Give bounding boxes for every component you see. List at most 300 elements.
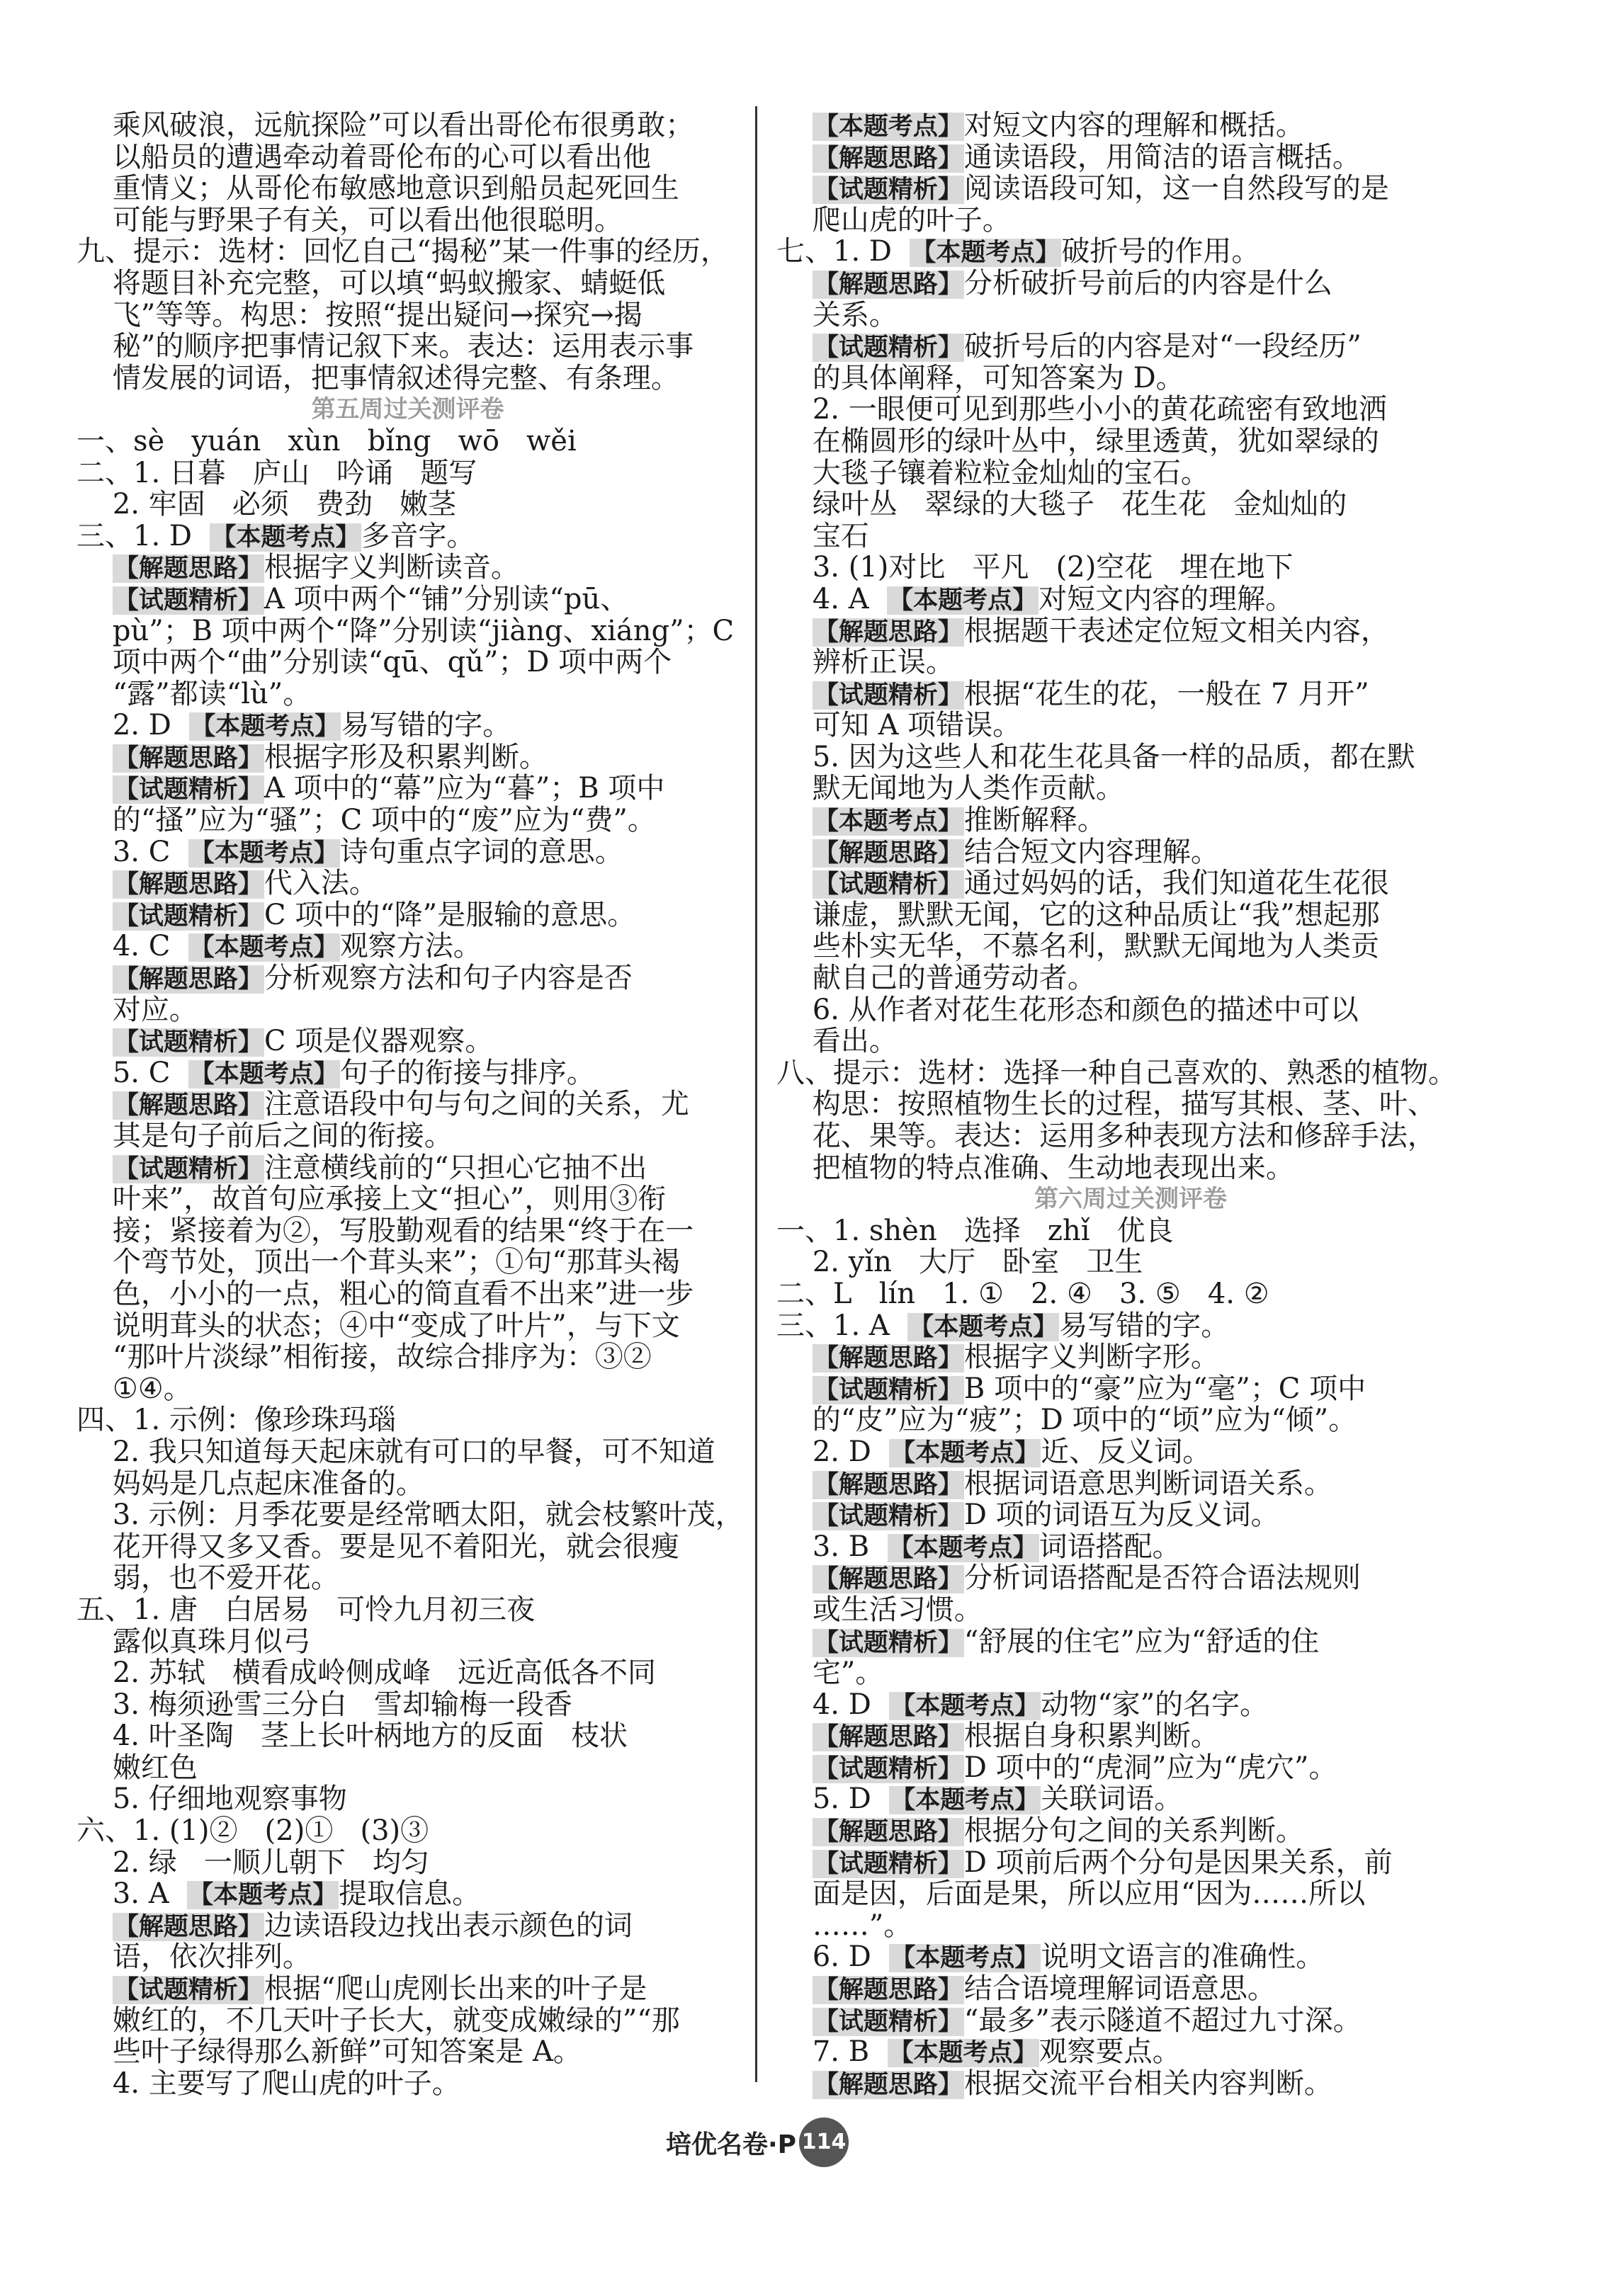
footer-brand: 培优名卷·P [666, 2130, 797, 2159]
label-tag: 【试题精析】 [813, 176, 963, 205]
answer-line [77, 1562, 739, 1594]
line-text: 2. D [77, 709, 190, 742]
answer-line [77, 1246, 739, 1278]
label-tag: 【试题精析】 [113, 1028, 263, 1057]
label-tag: 【本题考点】 [890, 1944, 1040, 1973]
line-text-after: 根据交流平台相关内容判断。 [963, 2067, 1332, 2100]
answer-line [77, 741, 739, 773]
answer-line [776, 994, 1485, 1026]
answer-line [77, 2068, 739, 2100]
label-tag: 【本题考点】 [911, 239, 1060, 268]
line-text: 大毯子镶着粒粒金灿灿的宝石。 [776, 456, 1209, 489]
answer-line [776, 2036, 1485, 2068]
line-text: 重情义；从哥伦布敏感地意识到船员起死回生 [77, 172, 679, 205]
label-tag: 【解题思路】 [813, 2070, 963, 2099]
label-tag: 【解题思路】 [113, 870, 263, 899]
line-text: 八、提示：选材：选择一种自己喜欢的、熟悉的植物。 [776, 1056, 1456, 1089]
line-text: “露”都读“lù”。 [77, 677, 312, 710]
line-text [77, 1972, 113, 2005]
answer-line [77, 1531, 739, 1563]
line-text: 3. (1)对比 平凡 (2)空花 埋在地下 [776, 551, 1294, 584]
line-text [776, 1814, 813, 1847]
answer-line [77, 1436, 739, 1468]
line-text-after: 代入法。 [264, 867, 378, 900]
line-text-after: “最多”表示隧道不超过九寸深。 [963, 2004, 1362, 2037]
answer-line [77, 584, 739, 615]
label-tag: 【试题精析】 [113, 1154, 263, 1183]
answer-line [77, 1752, 739, 1784]
line-text: 4. 主要写了爬山虎的叶子。 [77, 2067, 460, 2100]
answer-line [776, 805, 1485, 836]
answer-line [77, 1057, 739, 1089]
answer-line [776, 1341, 1485, 1373]
answer-line [77, 1657, 739, 1689]
line-text: 第五周过关测评卷 [311, 395, 504, 424]
answer-line [776, 1783, 1485, 1815]
line-text: 七、1. D [776, 235, 910, 268]
line-text [77, 583, 113, 615]
page-footer [666, 2118, 849, 2167]
line-text [776, 330, 813, 363]
label-tag: 【本题考点】 [890, 1438, 1040, 1467]
label-tag: 【试题精析】 [813, 1628, 963, 1657]
line-text: 3. A [77, 1877, 188, 1911]
line-text-after: 推断解释。 [963, 804, 1106, 837]
line-text-after: A 项中两个“铺”分别读“pū、 [264, 582, 629, 615]
line-text [776, 172, 813, 205]
line-text: “那叶片淡绿”相衔接，故综合排序为：③② [77, 1341, 652, 1374]
answer-line [776, 1689, 1485, 1721]
label-tag: 【解题思路】 [813, 1344, 963, 1373]
answer-line [776, 836, 1485, 868]
line-text [776, 1625, 813, 1658]
line-text: 一、1. shèn 选择 zhǐ 优良 [776, 1214, 1174, 1247]
answer-line [776, 1310, 1485, 1342]
answer-line [77, 458, 739, 489]
answer-line [77, 1689, 739, 1721]
answer-line [77, 1310, 739, 1342]
line-text: 语，依次排列。 [77, 1940, 311, 1974]
answer-line [776, 1215, 1485, 1247]
line-text-after: 动物“家”的名字。 [1041, 1688, 1269, 1721]
line-text-after: 观察方法。 [339, 930, 482, 963]
answer-line [77, 962, 739, 994]
line-text: 嫩红的，不几天叶子长大，就变成嫩绿的”“那 [77, 2004, 680, 2037]
label-tag: 【试题精析】 [813, 2007, 963, 2036]
label-tag: 【解题思路】 [113, 1912, 263, 1941]
label-tag: 【本题考点】 [189, 1059, 339, 1089]
line-text: ……”。 [776, 1909, 912, 1942]
answer-line [776, 1404, 1485, 1436]
line-text: 2. 一眼便可见到那些小小的黄花疏密有致地洒 [776, 393, 1387, 426]
answer-line [776, 1562, 1485, 1594]
answer-line [776, 1057, 1485, 1089]
label-tag: 【解题思路】 [113, 744, 263, 773]
line-text-after: 分析破折号前后的内容是什么 [963, 266, 1332, 300]
label-tag: 【解题思路】 [113, 1091, 263, 1120]
line-text-after: 对短文内容的理解和概括。 [963, 109, 1304, 142]
answer-line [776, 615, 1485, 647]
line-text: 花、果等。表达：运用多种表现方法和修辞手法， [776, 1120, 1436, 1152]
line-text: 以船员的遭遇牵动着哥伦布的心可以看出他 [77, 140, 651, 174]
label-tag: 【本题考点】 [890, 1786, 1040, 1815]
line-text [77, 1025, 113, 1057]
line-text: 对应。 [77, 993, 198, 1026]
line-text: 二、L lín 1. ① 2. ④ 3. ⑤ 4. ② [776, 1277, 1269, 1310]
line-text-after: 观察要点。 [1038, 2035, 1181, 2069]
line-text: 可知 A 项错误。 [776, 709, 1021, 742]
answer-line [77, 678, 739, 710]
answer-line [776, 1373, 1485, 1405]
line-text: 6. D [776, 1940, 890, 1974]
section-title [776, 1183, 1485, 1215]
answer-line [77, 1341, 739, 1373]
label-tag: 【试题精析】 [113, 1976, 263, 2005]
line-text-after: 诗句重点字词的意思。 [339, 835, 623, 868]
line-text: 3. 示例：月季花要是经常晒太阳，就会枝繁叶茂， [77, 1499, 744, 1532]
answer-line [77, 521, 739, 552]
answer-line [77, 110, 739, 142]
line-text: 谦虚，默默无闻，它的这种品质让“我”想起那 [776, 898, 1380, 931]
line-text-after: 根据字义判断字形。 [963, 1341, 1219, 1374]
line-text: 4. 叶圣陶 茎上长叶柄地方的反面 枝状 [77, 1720, 628, 1753]
answer-line [77, 489, 739, 521]
label-tag: 【本题考点】 [188, 1881, 338, 1910]
answer-line [77, 1089, 739, 1120]
answer-line [776, 868, 1485, 899]
line-text: 情发展的词语，把事情叙述得完整、有条理。 [77, 361, 679, 394]
answer-line [776, 1120, 1485, 1152]
line-text: 将题目补充完整，可以填“蚂蚁搬家、蜻蜓低 [77, 266, 666, 300]
answer-line [776, 962, 1485, 994]
answer-line [77, 1910, 739, 1942]
line-text-after: B 项中的“豪”应为“毫”；C 项中 [963, 1372, 1366, 1405]
line-text [776, 1499, 813, 1531]
line-text-after: D 项中的“虎洞”应为“虎穴”。 [963, 1751, 1337, 1784]
line-text: 花开得又多又香。要是见不着阳光，就会很瘦 [77, 1530, 679, 1563]
line-text: 一、sè yuán xùn bǐng wō wěi [77, 424, 577, 458]
line-text-after: 注意横线前的“只担心它抽不出 [264, 1151, 647, 1184]
line-text [776, 267, 813, 300]
answer-line [776, 710, 1485, 741]
answer-line [776, 1531, 1485, 1563]
label-tag: 【解题思路】 [813, 1976, 963, 2005]
answer-line [77, 1183, 739, 1215]
answer-line [776, 2068, 1485, 2100]
label-tag: 【本题考点】 [813, 113, 963, 141]
answer-line [776, 741, 1485, 773]
line-text: 绿叶丛 翠绿的大毯子 花生花 金灿灿的 [776, 488, 1347, 521]
left-column [77, 109, 744, 2100]
label-tag: 【试题精析】 [813, 1502, 963, 1531]
answer-line [77, 1120, 739, 1152]
answer-line [776, 1847, 1485, 1879]
line-text: 三、1. D [77, 519, 210, 552]
answer-line [77, 647, 739, 678]
line-text: 二、1. 日暮 庐山 吟诵 题写 [77, 456, 477, 489]
answer-line [776, 647, 1485, 678]
line-text: 其是句子前后之间的衔接。 [77, 1120, 453, 1152]
line-text: 在椭圆形的绿叶丛中，绿里透黄，犹如翠绿的 [776, 424, 1379, 458]
answer-line [776, 899, 1485, 931]
answer-line [77, 1973, 739, 2005]
answer-line [776, 394, 1485, 426]
line-text-after: 分析词语搭配是否符合语法规则 [963, 1562, 1361, 1595]
line-text: 或生活习惯。 [776, 1593, 983, 1626]
answer-line [77, 1404, 739, 1436]
answer-line [77, 1373, 739, 1405]
line-text: 露似真珠月似弓 [77, 1625, 311, 1658]
line-text [776, 2067, 813, 2100]
label-tag: 【解题思路】 [813, 1723, 963, 1752]
label-tag: 【本题考点】 [189, 839, 339, 868]
line-text-after: 根据“爬山虎刚长出来的叶子是 [264, 1972, 647, 2006]
line-text [776, 109, 813, 142]
line-text [77, 1909, 113, 1942]
answer-line [77, 205, 739, 237]
line-text: 4. C [77, 930, 188, 963]
page-number: 114 [799, 2118, 849, 2167]
answer-line [776, 1089, 1485, 1120]
line-text: 弱，也不爱开花。 [77, 1562, 339, 1595]
answer-line [776, 1594, 1485, 1626]
line-text [776, 1467, 813, 1500]
answer-line [776, 521, 1485, 552]
line-text: 四、1. 示例：像珍珠玛瑙 [77, 1404, 396, 1437]
line-text [776, 1751, 813, 1784]
line-text: 3. C [77, 835, 188, 868]
line-text: 2. yǐn 大厅 卧室 卫生 [776, 1246, 1143, 1279]
line-text-after: 边读语段边找出表示颜色的词 [264, 1909, 633, 1942]
answer-line [77, 994, 739, 1026]
line-text-after: 易写错的字。 [1059, 1309, 1230, 1342]
answer-line [776, 552, 1485, 584]
line-text: 个弯节处，顶出一个茸头来”；①句“那茸头褐 [77, 1246, 680, 1279]
answer-line [776, 931, 1485, 962]
line-text: 5. 因为这些人和花生花具备一样的品质，都在默 [776, 740, 1415, 773]
line-text [776, 804, 813, 836]
answer-line [776, 110, 1485, 142]
label-tag: 【解题思路】 [813, 1818, 963, 1847]
line-text: 色，小小的一点，粗心的简直看不出来”进一步 [77, 1277, 694, 1310]
answer-line [776, 1973, 1485, 2005]
answer-line [77, 2036, 739, 2068]
line-text [776, 1972, 813, 2005]
line-text-after: 多音字。 [361, 519, 475, 552]
line-text: 7. B [776, 2035, 888, 2069]
label-tag: 【本题考点】 [888, 586, 1038, 615]
line-text-after: D 项前后两个分句是因果关系，前 [963, 1846, 1393, 1879]
line-text: 说明茸头的状态；④中“变成了叶片”，与下文 [77, 1309, 680, 1342]
line-text-after: 关联词语。 [1041, 1783, 1183, 1816]
answer-line [77, 331, 739, 363]
answer-line [776, 2005, 1485, 2037]
answer-line [776, 1278, 1485, 1310]
answer-line [77, 1783, 739, 1815]
line-text: 4. A [776, 582, 888, 615]
line-text [77, 1152, 113, 1184]
line-text-after: 近、反义词。 [1041, 1435, 1211, 1468]
line-text: 三、1. A [776, 1309, 908, 1342]
answer-line [776, 173, 1485, 205]
answer-line [776, 1499, 1485, 1531]
line-text [776, 1341, 813, 1373]
answer-line [776, 458, 1485, 489]
line-text: 妈妈是几点起床准备的。 [77, 1467, 424, 1500]
answer-line [776, 236, 1485, 268]
line-text: 默无闻地为人类作贡献。 [776, 772, 1124, 805]
line-text-after: 说明文语言的准确性。 [1041, 1940, 1325, 1974]
label-tag: 【本题考点】 [211, 523, 361, 552]
line-text: 秘”的顺序把事情记叙下来。表达：运用表示事 [77, 330, 694, 363]
line-text: 宅”。 [776, 1656, 884, 1690]
answer-line [77, 805, 739, 836]
line-text [77, 962, 113, 994]
line-text-after: 结合短文内容理解。 [963, 835, 1219, 868]
line-text: 5. 仔细地观察事物 [77, 1783, 347, 1816]
answer-line [77, 931, 739, 962]
answer-line [776, 1720, 1485, 1752]
answer-line [77, 552, 739, 584]
line-text: 2. 我只知道每天起床就有可口的早餐，可不知道 [77, 1435, 715, 1468]
answer-line [776, 1815, 1485, 1847]
answer-line [776, 1436, 1485, 1468]
line-text-after: 提取信息。 [339, 1877, 481, 1911]
label-tag: 【解题思路】 [113, 555, 263, 584]
answer-line [77, 142, 739, 174]
line-text-after: 通读语段，用简洁的语言概括。 [963, 140, 1361, 174]
line-text [776, 141, 813, 174]
answer-line [77, 236, 739, 268]
line-text-after: 根据自身积累判断。 [963, 1720, 1219, 1753]
line-text-after: 根据字义判断读音。 [264, 551, 519, 584]
line-text-after: 易写错的字。 [341, 709, 511, 742]
line-text-after: D 项的词语互为反义词。 [963, 1499, 1279, 1532]
line-text: 项中两个“曲”分别读“qū、qǔ”；D 项中两个 [77, 646, 672, 679]
line-text: 爬山虎的叶子。 [776, 203, 1011, 237]
line-text: 六、1. (1)② (2)① (3)③ [77, 1814, 429, 1848]
answer-line [776, 1468, 1485, 1500]
answer-line [77, 1025, 739, 1057]
line-text: 飞”等等。构思：按照“提出疑问→探究→揭 [77, 298, 643, 331]
label-tag: 【试题精析】 [113, 902, 263, 931]
line-text: 的“皮”应为“疲”；D 项中的“顷”应为“倾”。 [776, 1404, 1357, 1437]
line-text: 乘风破浪，远航探险”可以看出哥伦布很勇敢； [77, 109, 694, 142]
answer-line [77, 2005, 739, 2037]
line-text [776, 2004, 813, 2037]
answer-line [77, 1278, 739, 1310]
line-text: 2. D [776, 1435, 890, 1468]
answer-line [77, 1626, 739, 1658]
line-text-after: C 项是仪器观察。 [264, 1025, 494, 1058]
line-text: 些朴实无华，不慕名利，默默无闻地为人类贡 [776, 930, 1379, 963]
answer-line [77, 1847, 739, 1879]
line-text [77, 1088, 113, 1120]
label-tag: 【解题思路】 [813, 1565, 963, 1594]
line-text-after: A 项中的“幕”应为“暮”；B 项中 [264, 772, 665, 805]
line-text: 接；紧接着为②，写股勤观看的结果“终于在一 [77, 1214, 694, 1247]
line-text: 叶来”，故首句应承接上文“担心”，则用③衔 [77, 1183, 667, 1216]
answer-line [776, 205, 1485, 237]
line-text [77, 741, 113, 773]
line-text [77, 551, 113, 584]
answer-line [77, 363, 739, 394]
answer-line [77, 1468, 739, 1500]
right-column [776, 110, 1485, 2099]
line-text: 辨析正误。 [776, 646, 954, 679]
line-text [776, 836, 813, 868]
line-text [776, 1846, 813, 1879]
line-text: 宝石 [776, 519, 869, 552]
answer-line [776, 268, 1485, 300]
line-text [77, 899, 113, 931]
answer-line [776, 331, 1485, 363]
line-text-after: 根据分句之间的关系判断。 [963, 1814, 1304, 1848]
answer-line [77, 300, 739, 331]
line-text: 可能与野果子有关，可以看出他很聪明。 [77, 203, 623, 237]
answer-line [776, 489, 1485, 521]
answer-line [77, 268, 739, 300]
line-text: 的“搔”应为“骚”；C 项中的“废”应为“费”。 [77, 804, 656, 837]
answer-line [77, 1941, 739, 1973]
answer-line [77, 173, 739, 205]
label-tag: 【试题精析】 [813, 1754, 963, 1783]
line-text-after: 结合语境理解词语意思。 [963, 1972, 1276, 2006]
line-text-after: 根据词语意思判断词语关系。 [963, 1467, 1332, 1500]
answer-line [77, 899, 739, 931]
label-tag: 【本题考点】 [191, 712, 340, 741]
answer-line [776, 1626, 1485, 1658]
answer-line [776, 678, 1485, 710]
answer-line [77, 1720, 739, 1752]
section-title [77, 394, 739, 426]
answer-line [77, 1594, 739, 1626]
answer-line [77, 773, 739, 805]
line-text: 6. 从作者对花生花形态和颜色的描述中可以 [776, 993, 1359, 1026]
answer-line [77, 1215, 739, 1247]
line-text: 构思：按照植物生长的过程，描写其根、茎、叶、 [776, 1088, 1436, 1121]
answer-line [77, 868, 739, 899]
label-tag: 【试题精析】 [813, 1375, 963, 1404]
line-text: 关系。 [776, 298, 898, 331]
line-text: ①④。 [77, 1372, 192, 1405]
line-text-after: “舒展的住宅”应为“舒适的住 [963, 1625, 1320, 1658]
line-text: 3. B [776, 1530, 888, 1563]
answer-line [776, 1752, 1485, 1784]
line-text: pù”；B 项中两个“降”分别读“jiàng、xiáng”；C [77, 614, 735, 647]
answer-line [77, 710, 739, 741]
line-text [77, 867, 113, 899]
line-text-after: 通过妈妈的话，我们知道花生花很 [963, 867, 1389, 900]
line-text [776, 615, 813, 647]
label-tag: 【试题精析】 [813, 681, 963, 710]
label-tag: 【试题精析】 [113, 586, 263, 615]
label-tag: 【解题思路】 [813, 618, 963, 647]
label-tag: 【试题精析】 [813, 334, 963, 363]
answer-line [77, 1499, 744, 1532]
line-text-after: 破折号后的内容是对“一段经历” [963, 330, 1362, 363]
line-text [77, 772, 113, 805]
line-text-after: 句子的衔接与排序。 [339, 1056, 595, 1089]
line-text: 些叶子绿得那么新鲜”可知答案是 A。 [77, 2035, 582, 2069]
line-text: 五、1. 唐 白居易 可怜九月初三夜 [77, 1593, 536, 1626]
line-text-after: 分析观察方法和句子内容是否 [264, 962, 633, 995]
answer-line [776, 1910, 1485, 1942]
answer-line [776, 773, 1485, 805]
line-text-after: C 项中的“降”是服输的意思。 [264, 898, 636, 931]
label-tag: 【本题考点】 [890, 1691, 1040, 1720]
label-tag: 【解题思路】 [813, 270, 963, 299]
